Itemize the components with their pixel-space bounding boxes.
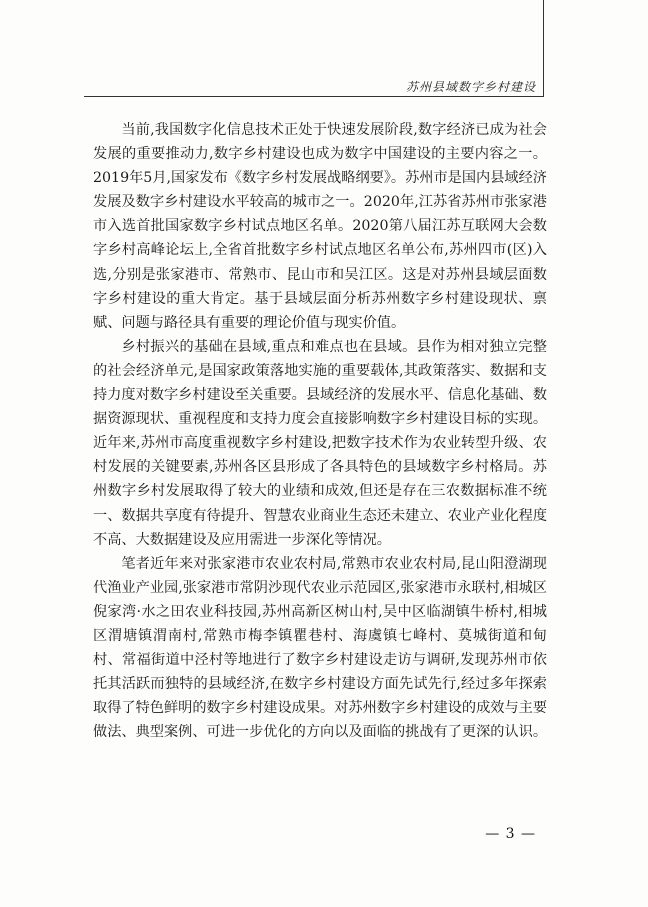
body-text (93, 118, 547, 744)
header-horizontal-rule (84, 96, 544, 97)
running-head-title: 苏州县域数字乡村建设 (405, 80, 536, 94)
paragraph-1: 当前,我国数字化信息技术正处于快速发展阶段,数字经济已成为社会发展的重要推动力,数字乡村建设也成为数字中国建设的主要内容之一。2019年5月,国家发布《数字乡村发展战略纲要》。苏州市是国内县域经济发展及数字乡村建设水平较高的城市之一。2020年,江苏省苏州市张家港市入选首批国家数字乡村试点地区名单。2020第八届江苏互联网大会数字乡村高峰论坛上,全省首批数字乡村试点地区名单公布,苏州四市(区)入选,分别是张家港市、常熟市、昆山市和吴江区。这是对苏州县域层面数字乡村建设的重大肯定。基于县域层面分析苏州数字乡村建设现状、禀赋、问题与路径具有重要的理论价值与现实价值。 (93, 122, 547, 331)
page-number: — 3 — (485, 826, 536, 842)
header-vertical-rule (543, 0, 544, 96)
paragraph-2: 乡村振兴的基础在县域,重点和难点也在县域。县作为相对独立完整的社会经济单元,是国家政策落地实施的重要载体,其政策落实、数据和支持力度对数字乡村建设至关重要。县域经济的发展水平、信息化基础、数据资源现状、重视程度和支持力度会直接影响数字乡村建设目标的实现。近年来,苏州市高度重视数字乡村建设,把数字技术作为农业转型升级、农村发展的关键要素,苏州各区县形成了各具特色的县域数字乡村格局。苏州数字乡村发展取得了较大的业绩和成效,但还是存在三农数据标准不统一、数据共享度有待提升、智慧农业商业生态还未建立、农业产业化程度不高、大数据建设及应用需进一步深化等情况。 (93, 338, 548, 548)
paragraph-3: 笔者近年来对张家港市农业农村局,常熟市农业农村局,昆山阳澄湖现代渔业产业园,张家港市常阴沙现代农业示范园区,张家港市永联村,相城区倪家湾·水之田农业科技园,苏州高新区树山村,吴中区临湖镇牛桥村,相城区渭塘镇渭南村,常熟市梅李镇瞿巷村、海虞镇七峰村、莫城街道和甸村、常福街道中泾村等地进行了数字乡村建设走访与调研,发现苏州市依托其活跃而独特的县域经济,在数字乡村建设方面先试先行,经过多年探索取得了特色鲜明的数字乡村建设成果。对苏州数字乡村建设的成效与主要做法、典型案例、可进一步优化的方向以及面临的挑战有了更深的认识。 (93, 555, 548, 741)
